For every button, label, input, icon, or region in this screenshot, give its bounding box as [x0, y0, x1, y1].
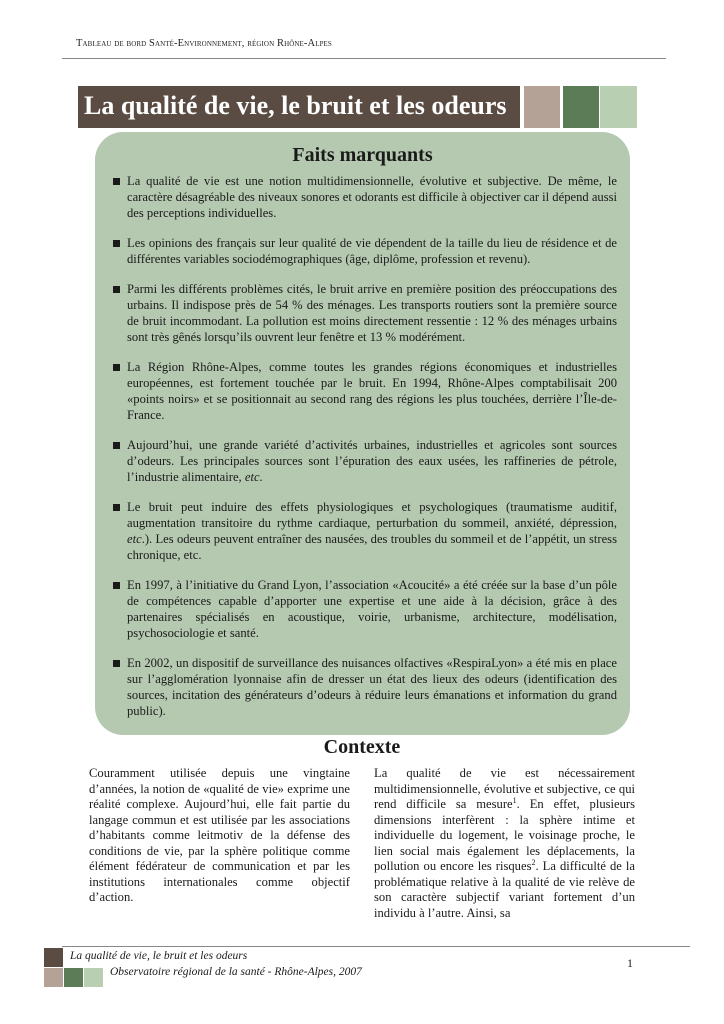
contexte-right-text-2: . En effet, plusieurs dimensions interfèrent : la sphère intime et individuelle du logement, le voisinage proche, le lien social mais également les déplacements, la pollution ou encore les risques: [374, 797, 636, 873]
faits-heading: Faits marquants: [292, 144, 433, 166]
bullet-icon: [113, 504, 120, 511]
header-text: Tableau de bord Santé-Environnement, région Rhône-Alpes: [76, 38, 332, 49]
contexte-heading: Contexte: [323, 736, 401, 758]
contexte-left-column: [89, 766, 350, 906]
list-item-text: Parmi les différents problèmes cités, le bruit arrive en première position des préoccupations des urbains. Il indispose près de 54 % des ménages. Les transports routiers sont la première source de bruit incommodant. La pollution est moins directement ressentie : 12 % des ménages urbains sont très gênés lorsqu’ils ouvrent leur fenêtre et 13 % modérément.: [127, 282, 617, 344]
decor-square-green: [563, 86, 599, 128]
title-bar: [78, 86, 520, 128]
footer-square-green: [64, 968, 83, 987]
list-item: [113, 437, 617, 485]
list-item: [113, 173, 617, 221]
list-item-em: etc: [127, 532, 142, 546]
list-item-text: En 2002, un dispositif de surveillance des nuisances olfactives «RespiraLyon» a été mis en place sur l’agglomération lyonnaise afin de dresser un état des lieux des odeurs (identification des sources, incitation des générateurs d’odeurs à réduire leurs émanations et information du grand public).: [127, 656, 617, 718]
footer-square-brown: [44, 948, 63, 967]
faits-list: [113, 173, 617, 733]
bullet-icon: [113, 582, 120, 589]
list-item-tail: .). Les odeurs peuvent entraîner des nausées, des troubles du sommeil et de l’appétit, un stress chronique, etc.: [127, 532, 617, 562]
contexte-left-text: Couramment utilisée depuis une vingtaine d’années, la notion de «qualité de vie» exprime une réalité complexe. Aujourd’hui, elle fait partie du langage commun et est utilisée par les associations d’habitants comme leitmotiv de la défense des conditions de vie, par la sphère politique comme élément fédérateur de communication et par les institutions internationales comme objectif d’action.: [89, 766, 350, 904]
bullet-icon: [113, 364, 120, 371]
list-item: [113, 281, 617, 345]
page-number: 1: [627, 956, 633, 970]
decor-square-taupe: [524, 86, 560, 128]
bullet-icon: [113, 286, 120, 293]
bullet-icon: [113, 178, 120, 185]
footer-rule: [62, 946, 690, 947]
footer-source: Observatoire régional de la santé - Rhône-Alpes, 2007: [110, 966, 362, 978]
list-item: [113, 235, 617, 267]
footnote-ref-2[interactable]: 2: [531, 857, 536, 867]
bullet-icon: [113, 442, 120, 449]
footer-title: La qualité de vie, le bruit et les odeurs: [70, 950, 248, 962]
bullet-icon: [113, 660, 120, 667]
contexte-right-text-3: . La difficulté de la problématique relative à la qualité de vie relève de son caractère subjectif variant fortement d’un individu à l’autre. Ainsi, sa: [374, 859, 635, 920]
list-item: [113, 499, 617, 563]
faits-marquants-box: [95, 132, 630, 735]
footer-square-taupe: [44, 968, 63, 987]
list-item: [113, 359, 617, 423]
list-item-text: Aujourd’hui, une grande variété d’activités urbaines, industrielles et agricoles sont sources d’odeurs. Les principales sources sont l’épuration des eaux usées, les raffineries de pétrole, l’industrie alimentaire,: [127, 438, 617, 484]
list-item-text: En 1997, à l’initiative du Grand Lyon, l’association «Acoucité» a été créée sur la base d’un pôle de compétences capable d’apporter une expertise et une aide à la décision, grâce à des partenaires spécialisés en acoustique, voirie, urbanisme, architecture, modélisation, psychosociologie et santé.: [127, 578, 617, 640]
footnote-ref-1[interactable]: 1: [512, 795, 517, 805]
header-rule: [62, 58, 666, 59]
list-item: [113, 577, 617, 641]
contexte-right-text-1: La qualité de vie est nécessairement multidimensionnelle, évolutive et subjective, ce qui rend difficile sa mesure: [374, 766, 635, 811]
list-item-text: Les opinions des français sur leur qualité de vie dépendent de la taille du lieu de résidence et de différentes variables sociodémographiques (âge, diplôme, profession et revenu).: [127, 236, 617, 266]
page-title: La qualité de vie, le bruit et les odeurs: [84, 91, 507, 120]
list-item-tail: .: [259, 470, 263, 484]
list-item-em: etc: [244, 470, 260, 484]
footer-square-light-green: [84, 968, 103, 987]
list-item-text: La qualité de vie est une notion multidimensionnelle, évolutive et subjective. De même, le caractère désagréable des niveaux sonores et odorants est difficile à objectiver car il dépend aussi des perceptions individuelles.: [127, 174, 618, 220]
bullet-icon: [113, 240, 120, 247]
decor-square-light-green: [600, 86, 637, 128]
list-item: [113, 655, 617, 719]
running-header: [76, 38, 666, 49]
list-item-text: La Région Rhône-Alpes, comme toutes les grandes régions économiques et industrielles européennes, est fortement touchée par le bruit. En 1994, Rhône-Alpes comptabilisait 200 «points noirs» et se positionnait au second rang des régions les plus touchées, derrière l’Île-de-France.: [127, 360, 617, 422]
list-item-text: Le bruit peut induire des effets physiologiques et psychologiques (traumatisme auditif, augmentation transitoire du rythme cardiaque, perturbation du sommeil, anxiété, dépression,: [127, 500, 617, 530]
contexte-right-column: [374, 766, 635, 921]
